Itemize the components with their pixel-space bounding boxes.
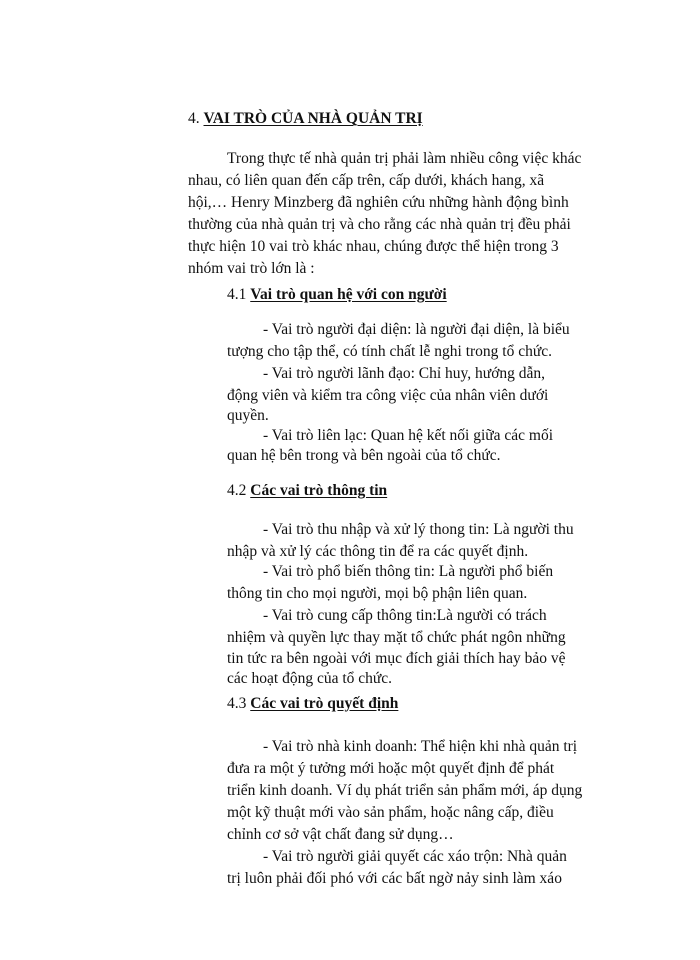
intro-line-3: hội,… Henry Minzberg đã nghiên cứu những hành động bình xyxy=(188,194,569,211)
section-4-3-number: 4.3 xyxy=(227,695,247,712)
intro-line-1: Trong thực tế nhà quản trị phải làm nhiều công việc khác xyxy=(227,150,582,167)
section-4-2-heading xyxy=(227,480,387,502)
section-4-2-number: 4.2 xyxy=(227,482,247,499)
section-4-1-line-7: quan hệ bên trong và bên ngoài của tổ chức. xyxy=(227,447,501,464)
section-4-2-line-5: - Vai trò cung cấp thông tin:Là người có trách xyxy=(263,607,547,624)
section-4-2-line-6: nhiệm và quyền lực thay mặt tổ chức phát ngôn những xyxy=(227,629,566,646)
section-4-2-line-4: thông tin cho mọi người, mọi bộ phận liên quan. xyxy=(227,585,528,602)
intro-line-4: thường của nhà quản trị và cho rằng các nhà quản trị đều phải xyxy=(188,216,571,233)
section-4-2-line-3: - Vai trò phổ biến thông tin: Là người phổ biến xyxy=(263,563,554,580)
section-4-1-line-1: - Vai trò người đại diện: là người đại diện, là biểu xyxy=(263,321,570,338)
section-4-2-line-1: - Vai trò thu nhập và xử lý thong tin: Là người thu xyxy=(263,521,574,538)
section-4-3-title: Các vai trò quyết định xyxy=(250,695,399,712)
section-4-3-line-1: - Vai trò nhà kinh doanh: Thể hiện khi nhà quản trị xyxy=(263,738,578,755)
section-4-3-line-2: đưa ra một ý tưởng mới hoặc một quyết định để phát xyxy=(227,760,555,777)
section-4-3-line-6: - Vai trò người giải quyết các xáo trộn: Nhà quản xyxy=(263,848,567,865)
section-4-1-line-6: - Vai trò liên lạc: Quan hệ kết nối giữa các mối xyxy=(263,427,554,444)
section-4-3-line-5: chỉnh cơ sở vật chất đang sử dụng… xyxy=(227,826,454,843)
section-4-2-title: Các vai trò thông tin xyxy=(250,482,388,499)
section-4-number: 4. xyxy=(188,110,200,127)
section-4-1-line-5: quyền. xyxy=(227,407,269,424)
section-4-1-line-2: tượng cho tập thể, có tính chất lễ nghi trong tổ chức. xyxy=(227,343,553,360)
section-4-2-line-2: nhập và xử lý các thông tin để ra các quyết định. xyxy=(227,543,529,560)
section-4-3-line-4: một kỹ thuật mới vào sản phẩm, hoặc nâng cấp, điều xyxy=(227,804,554,821)
section-4-3-heading xyxy=(227,693,398,715)
section-4-title: VAI TRÒ CỦA NHÀ QUẢN TRỊ xyxy=(203,110,423,127)
section-4-1-title: Vai trò quan hệ với con người xyxy=(250,286,447,303)
section-4-3-line-3: triển kinh doanh. Ví dụ phát triển sản phẩm mới, áp dụng xyxy=(227,782,583,799)
section-4-1-number: 4.1 xyxy=(227,286,247,303)
section-4-3-line-7: trị luôn phải đối phó với các bất ngờ nảy sinh làm xáo xyxy=(227,870,562,887)
section-4-2-line-8: các hoạt động của tổ chức. xyxy=(227,670,393,687)
intro-line-5: thực hiện 10 vai trò khác nhau, chúng được thể hiện trong 3 xyxy=(188,238,559,255)
section-4-heading xyxy=(188,108,423,130)
section-4-1-line-3: - Vai trò người lãnh đạo: Chỉ huy, hướng dẫn, xyxy=(263,365,546,382)
intro-line-6: nhóm vai trò lớn là : xyxy=(188,260,315,277)
section-4-2-line-7: tin tức ra bên ngoài với mục đích giải thích hay bảo vệ xyxy=(227,650,566,667)
intro-line-2: nhau, có liên quan đến cấp trên, cấp dưới, khách hang, xã xyxy=(188,172,545,189)
section-4-1-heading xyxy=(227,284,447,306)
section-4-1-line-4: động viên và kiểm tra công việc của nhân viên dưới xyxy=(227,387,549,404)
